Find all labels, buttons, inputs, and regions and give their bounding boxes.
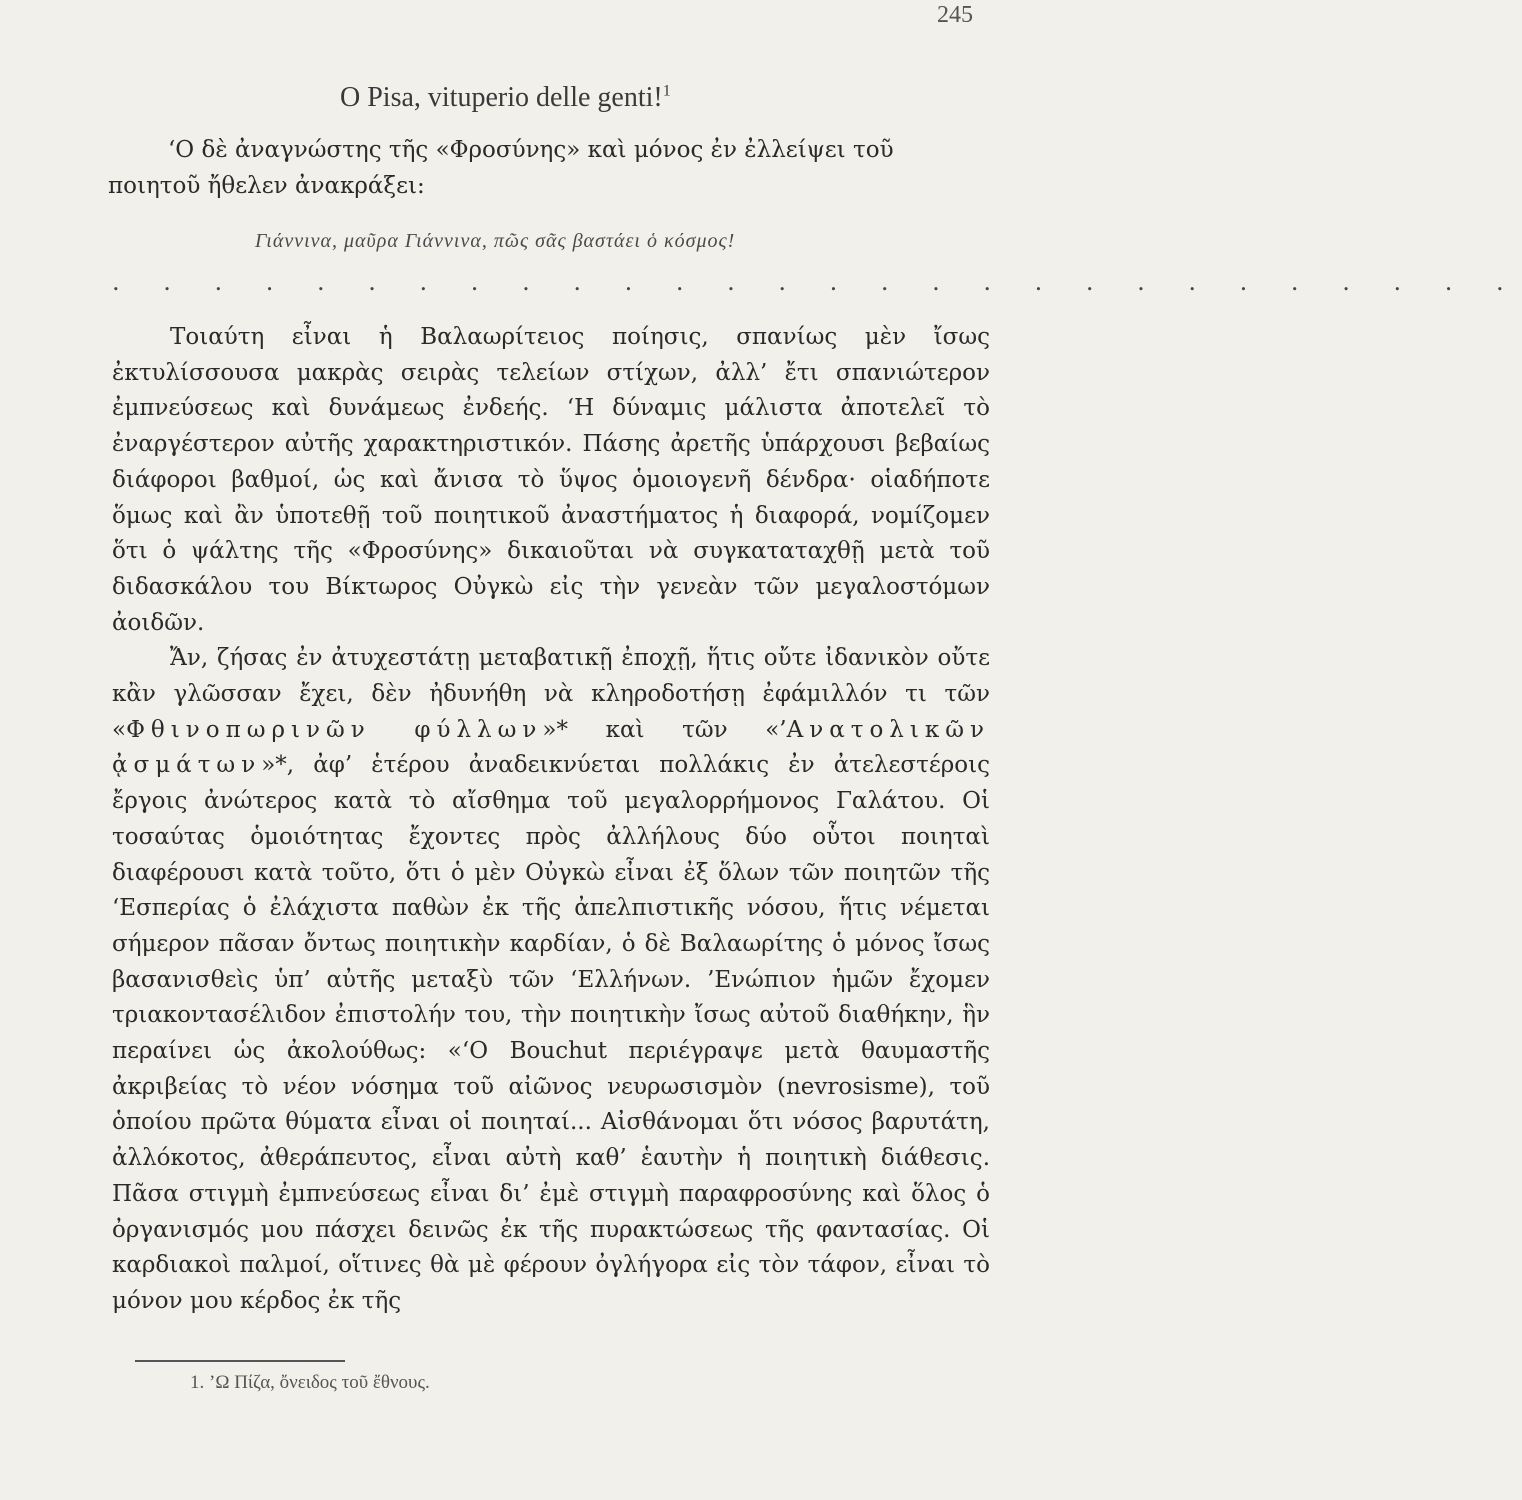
- page-number: 245: [937, 2, 973, 28]
- ellipsis-row: . . . . . . . . . . . . . . . . . . . . . . . . . . . .: [112, 268, 1522, 296]
- verse-quote: Γιάννινα, μαῦρα Γιάννινα, πῶς σᾶς βαστάει ὁ κόσμος!: [255, 230, 736, 252]
- body-text: [112, 320, 990, 1320]
- intro-line-2: ποιητοῦ ἤθελεν ἀνακράξει:: [108, 173, 425, 199]
- spaced-title-2: Ανατολικῶν ᾀσμάτων: [112, 716, 991, 779]
- intro-line-1: ‘Ο δὲ ἀναγνώστης τῆς «Φροσύνης» καὶ μόνος ἐν ἐλλείψει τοῦ: [168, 137, 894, 163]
- footnote: 1. ’Ω Πίζα, ὄνειδος τοῦ ἔθνους.: [190, 1372, 430, 1393]
- paragraph-2-part-b: »* καὶ τῶν «’: [542, 716, 787, 743]
- footnote-marker: 1: [662, 82, 671, 100]
- epigraph: [340, 82, 671, 114]
- intro-paragraph: [108, 132, 988, 204]
- footnote-rule: [135, 1360, 345, 1362]
- spaced-title-1: Φθινοπωρινῶν φύλλων: [126, 716, 543, 743]
- epigraph-text: O Pisa, vituperio delle genti!: [340, 82, 663, 113]
- paragraph-2-part-a: Ἄν, ζήσας ἐν ἀτυχεστάτῃ μεταβατικῇ ἐποχῇ, ἥτις οὔτε ἰδανικὸν οὔτε κἂν γλῶσσαν ἔχει, δὲν ἠδυνήθη νὰ κληροδοτήσῃ ἐφάμιλλόν τι τῶν «: [112, 645, 990, 743]
- paragraph-2: [112, 641, 990, 1319]
- paragraph-1: Τοιαύτη εἶναι ἡ Βαλαωρίτειος ποίησις, σπανίως μὲν ἴσως ἐκτυλίσσουσα μακρὰς σειρὰς τελείων στίχων, ἀλλ’ ἔτι σπανιώτερον ἐμπνεύσεως καὶ δυνάμεως ἐνδεής. ‘Η δύναμις μάλιστα ἀποτελεῖ τὸ ἐναργέστερον αὐτῆς χαρακτηριστικόν. Πάσης ἀρετῆς ὑπάρχουσι βεβαίως διάφοροι βαθμοί, ὡς καὶ ἄνισα τὸ ὕψος ὁμοιογενῆ δένδρα· οἱαδήποτε ὅμως καὶ ἂν ὑποτεθῇ τοῦ ποιητικοῦ ἀναστήματος ἡ διαφορά, νομίζομεν ὅτι ὁ ψάλτης τῆς «Φροσύνης» δικαιοῦται νὰ συγκαταταχθῇ μετὰ τοῦ διδασκάλου του Βίκτωρος Οὐγκὼ εἰς τὴν γενεὰν τῶν μεγαλοστόμων ἀοιδῶν.: [112, 324, 990, 636]
- paragraph-2-part-c: »*, ἀφ’ ἑτέρου ἀναδεικνύεται πολλάκις ἐν ἀτελεστέροις ἔργοις ἀνώτερος κατὰ τὸ αἴσθημα τοῦ μεγαλορρήμονος Γαλάτου. Οἱ τοσαύτας ὁμοιότητας ἔχοντες πρὸς ἀλλήλους δύο οὗτοι ποιηταὶ διαφέρουσι κατὰ τοῦτο, ὅτι ὁ μὲν Οὐγκὼ εἶναι ἐξ ὅλων τῶν ποιητῶν τῆς ‘Εσπερίας ὁ ἐλάχιστα παθὼν ἐκ τῆς ἀπελπιστικῆς νόσου, ἥτις νέμεται σήμερον πᾶσαν ὄντως ποιητικὴν καρδίαν, ὁ δὲ Βαλαωρίτης ὁ μόνος ἴσως βασανισθεὶς ὑπ’ αὐτῆς μεταξὺ τῶν ‘Ελλήνων. ’Ενώπιον ἡμῶν ἔχομεν τριακοντασέλιδον ἐπιστολήν του, τὴν ποιητικὴν ἴσως αὐτοῦ διαθήκην, ἣν περαίνει ὡς ἀκολούθως: «‘Ο Bouchut περιέγραψε μετὰ θαυμαστῆς ἀκριβείας τὸ νέον νόσημα τοῦ αἰῶνος νευρωσισμὸν (nevrosisme), τοῦ ὁποίου πρῶτα θύματα εἶναι οἱ ποιηταί... Αἰσθάνομαι ὅτι νόσος βαρυτάτη, ἀλλόκοτος, ἀθεράπευτος, εἶναι αὐτὴ καθ’ ἑαυτὴν ἡ ποιητικὴ διάθεσις. Πᾶσα στιγμὴ ἐμπνεύσεως εἶναι δι’ ἐμὲ στιγμὴ παραφροσύνης καὶ ὅλος ὁ ὀργανισμός μου πάσχει δεινῶς ἐκ τῆς πυρακτώσεως τῆς φαντασίας. Οἱ καρδιακοὶ παλμοί, οἵτινες θὰ μὲ φέρουν ὀγλήγορα εἰς τὸν τάφον, εἶναι τὸ μόνον μου κέρδος ἐκ τῆς: [112, 752, 990, 1314]
